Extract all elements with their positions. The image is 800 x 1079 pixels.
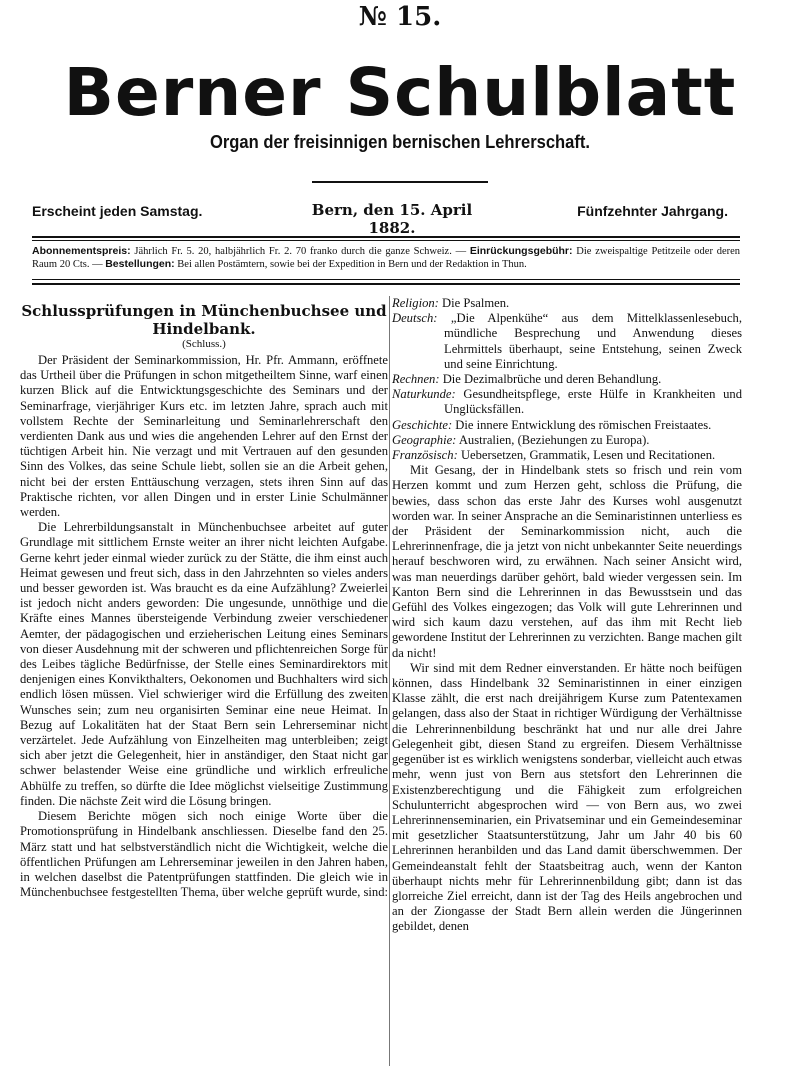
exam-subject-label: Geschichte:: [392, 417, 453, 432]
exam-subject: [392, 311, 742, 372]
exam-subject: [392, 296, 742, 311]
exam-subject-text: Die innere Entwicklung des römischen Freistaates.: [455, 417, 712, 432]
issue-number: № 15.: [358, 2, 442, 32]
header-rule-top-thin: [32, 240, 740, 241]
header-rule-top: [32, 236, 740, 238]
insertion-text: Die zweispaltige Petitzeile oder deren Raum 20 Cts. —: [32, 246, 741, 270]
right-column: [392, 296, 742, 935]
exam-subject: [392, 387, 742, 417]
price-label: Abonnementspreis:: [32, 245, 131, 257]
article-paragraph: Wir sind mit dem Redner einverstanden. Er hätte noch beifügen können, dass Hindelbank 32 Seminaristinnen in einer einzigen Klasse zählt, die erst nach dreijährigem Kurse zum Patentexamen gelangen, dass also der Staat in richtiger Würdigung der Verhältnisse die Lehrerinnenbildung beschränkt hat und nur alle drei Jahre Gelegenheit gibt, diesen Stand zu ergreifen. Diesem Verhältnisse gegenüber ist es wirklich wenigstens sonderbar, vielleicht auch etwas mehr, wenn just von Bern aus stetsfort den Lehrerinnen die Existenzberechtigung und die Fähigkeit zum erfolgreichen Schulunterricht abgesprochen wird — von Bern aus, wo zwei Lehrerinnenseminarien, ein Privatseminar und ein Gemeindeseminar mit gesetzlicher Staatsunterstützung, Jahr um Jahr 40 bis 60 Lehrerinnen heranbilden und das Land damit überschwemmen. Der Gemeindeanstalt fehlt der Staatsbeitrag auch, wenn der Kanton überhaupt nichts mehr für Lehrerinnenbildung gibt; dann ist das glorreiche Ziel erreicht, dann ist der Tag des Heils angebrochen und an der Ziongasse der Stadt Bern allein werden die Jüngerinnen gebildet, denen: [392, 660, 742, 934]
exam-subject-text: Die Dezimalbrüche und deren Behandlung.: [442, 372, 662, 387]
article-paragraph: Die Lehrerbildungsanstalt in Münchenbuchsee arbeitet auf guter Grundlage mit sittlichem Ernste weiter an ihrer nicht leichten Aufgabe. Gerne kehrt jeder einmal wieder zurück zu der Stätte, die ihm einst auch Heimat gewesen und freut sich, dass in den Jahrzehnten so vieles anders und besser geworden ist. Was braucht es da eine Aufzählung? Zweierlei ist jedoch nicht anders geworden: Die ungesunde, unnöthige und die Kräfte eines Mannes übersteigende Verbindung zweier verschiedener Aemter, der pädagogischen und erzieherischen Leitung eines Seminars von dieser Ausdehnung mit der schweren und pflichtenreichen Sorge für des Leibes tägliche Bedürfnisse, der Stelle eines Seminardirektors mit denjenigen eines Konvikthalters, Oekonomen und Buchhalters wird sich endlich lösen müssen. Viel schwieriger wird die Erfüllung des zweiten Wunsches sein; zum neu organisirten Seminar eine neue Heimat. In Bezug auf Lokalitäten hat der Staat Bern sein Lehrerseminar nicht verzärtelet. Jede Aufzählung von Einzelheiten mag unterbleiben; zeigt sich aber jetzt die Gelegenheit, hier in anständiger, den Staat nicht gar schwer belastender Weise eine gründliche und wirklich erfreuliche Abhülfe zu treffen, so dürfte die Idee möglichst vielseitige Zustimmung finden. Die nächste Zeit wird die Lösung bringen.: [20, 520, 388, 808]
orders-text: Bei allen Postämtern, sowie bei der Expedition in Bern und der Redaktion in Thun.: [177, 259, 527, 270]
exam-subject-label: Geographie:: [392, 432, 457, 447]
article-title: Schlussprüfungen in Münchenbuchsee und Hindelbank.: [21, 302, 387, 338]
publication-schedule: Erscheint jeden Samstag.: [32, 203, 203, 219]
insertion-label: Einrückungsgebühr:: [469, 245, 573, 257]
exam-subject-label: Französisch:: [392, 448, 458, 463]
newspaper-subtitle: Organ der freisinnigen bernischen Lehrerschaft.: [209, 132, 591, 152]
exam-subject-text: Die Psalmen.: [442, 296, 510, 310]
left-column: [20, 296, 388, 900]
article-paragraph: Mit Gesang, der in Hindelbank stets so frisch und rein vom Herzen kommt und zum Herzen geht, schloss die Prüfung, die bewies, dass schon das erste Jahr des Kurses wohl ausgenutzt worden war. In seiner Ansprache an die Seminaristinnen unterliess es der Präsident der Seminarkommission nicht, auch die Lehrerinnenfrage, die ja jetzt von nicht unbekannter Seite neuerdings herauf beschworen wird, zu erwähnen. Nach seiner Ansicht wird, was man neuerdings darüber gehört, bald wieder vergessen sein. Im Kanton Bern sind die Lehrerinnen in das Bewusstsein und das Gefühl des Volkes eingezogen; das Volk will gute Lehrerinnen und wird sich kaum dazu verstehen, auf das ihm mit Recht lieb gewordene Institut der Lehrerinnen zu verzichten. Bange machen gilt da nicht!: [392, 463, 742, 660]
subscription-info: [32, 245, 740, 271]
exam-subject-label: Religion:: [392, 296, 439, 310]
exam-subject-text: Gesundheitspflege, erste Hülfe in Krankheiten und Unglücksfällen.: [444, 387, 742, 417]
article-paragraph: Der Präsident der Seminarkommission, Hr. Pfr. Ammann, eröffnete das Urtheil über die Prüfungen in schon mitgetheiltem Sinne, warf einen kurzen Blick auf die Entwicktungsgeschichte des Seminars und der Seminarfrage, vierjähriger Kurs etc. im letzten Jahre, sprach auch mit vollstem Rechte der Seminarleitung und Seminarlehrerschaft den verdienten Dank aus und wies die angehenden Lehrer auf den Ernst der tüchtigen Arbeit hin. Nie verzagt und mit Vertrauen auf den gesunden Sinn des Volkes, das seine Schule liebt, sollen sie an die Arbeit gehen, nicht bei der ersten Enttäuschung verzagen, stets ihren Sinn auf das Praktische richten, vor allen Dingen und in erster Linie Schulmänner werden.: [20, 353, 388, 520]
column-divider: [389, 296, 390, 1066]
article-note: (Schluss.): [182, 338, 226, 350]
exam-subject: [392, 372, 742, 387]
article-paragraph: Diesem Berichte mögen sich noch einige Worte über die Promotionsprüfung in Hindelbank anschliessen. Dieselbe fand den 25. März statt und hat selbstverständlich nicht die Wichtigkeit, welche die öffentlichen Prüfungen am Lehrerseminar jeweilen in den Jahren haben, in welchen daselbst die Patentprüfungen stattfinden. Die gleich wie in Münchenbuchsee festgestellten Thema, über welche geprüft wurde, sind:: [20, 809, 389, 900]
exam-subject-text: Uebersetzen, Grammatik, Lesen und Recitationen.: [460, 448, 716, 463]
exam-subject-text: „Die Alpenkühe“ aus dem Mittelklassenlesebuch, mündliche Besprechung und Anwendung dieses Lehrmittels überhaupt, seine Entstehung, seinen Zweck und seine Einrichtung.: [444, 311, 742, 371]
dateline: Bern, den 15. April 1882.: [311, 201, 473, 237]
title-divider: [312, 181, 488, 183]
exam-subject-label: Rechnen:: [392, 372, 440, 387]
exam-subject: [392, 448, 742, 463]
exam-subject-label: Naturkunde:: [392, 387, 456, 402]
orders-label: Bestellungen:: [105, 258, 175, 270]
volume-label: Fünfzehnter Jahrgang.: [577, 203, 728, 219]
exam-subject-text: Australien, (Beziehungen zu Europa).: [458, 432, 650, 447]
exam-subject: [392, 433, 742, 448]
price-text: Jährlich Fr. 5. 20, halbjährlich Fr. 2. 70 franko durch die ganze Schweiz. —: [134, 246, 467, 257]
exam-subject-label: Deutsch:: [392, 311, 438, 326]
newspaper-title: Berner Schulblatt: [63, 54, 737, 131]
header-rule-bottom-thin: [32, 279, 740, 280]
header-rule-bottom: [32, 283, 740, 285]
exam-subject: [392, 418, 742, 433]
